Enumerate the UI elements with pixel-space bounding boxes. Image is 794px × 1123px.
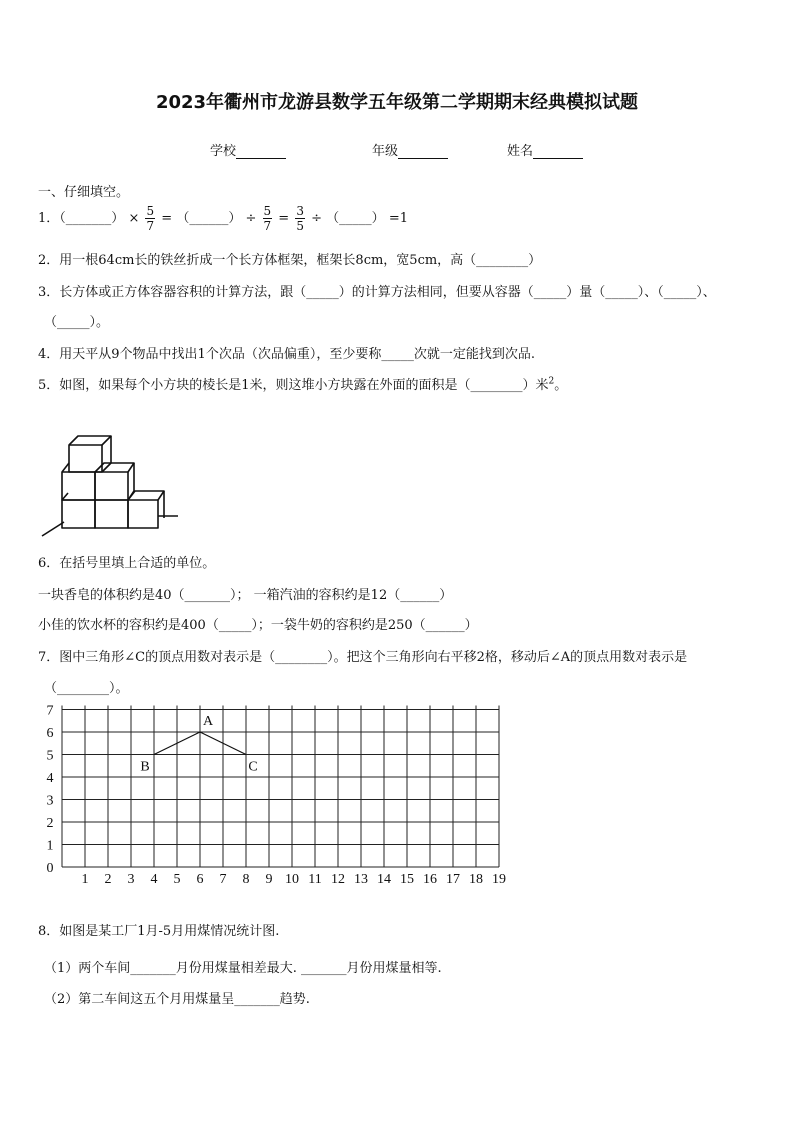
cube-front-r1c3 [128, 500, 158, 528]
x-tick-label: 19 [492, 872, 506, 887]
cube-front-r2c1 [62, 472, 95, 500]
section-heading: 一、仔细填空。 [38, 185, 130, 200]
question-7-line-1: 7．图中三角形∠C的顶点用数对表示是（________）。把这个三角形向右平移2格，移动后∠A的顶点用数对表示是 [38, 650, 688, 665]
question-6: 6．在括号里填上合适的单位。 [38, 556, 216, 571]
question-7-line-2: （________）。 [44, 681, 129, 696]
vertex-label-b: B [140, 759, 150, 775]
x-tick-label: 1 [81, 872, 89, 887]
question-8-part-1: （1）两个车间_______月份用煤量相差最大. _______月份用煤量相等. [44, 961, 442, 976]
x-tick-label: 3 [127, 872, 135, 887]
x-tick-label: 13 [354, 872, 368, 887]
vertex-label-c: C [248, 759, 258, 775]
question-4: 4．用天平从9个物品中找出1个次品（次品偏重），至少要称_____次就一定能找到次品. [38, 347, 535, 362]
top-face-r3 [69, 436, 111, 445]
q1-tail: =1 [388, 211, 408, 226]
fraction-5-7-a: $\frac{5}{7}$ [146, 204, 155, 233]
x-tick-label: 4 [150, 872, 158, 887]
y-tick-label: 2 [46, 816, 54, 831]
times-sign: × [128, 211, 140, 226]
equals-sign: = [161, 211, 173, 226]
q1-blank-1[interactable]: （_______） [59, 211, 125, 226]
divide-sign: ÷ [245, 211, 257, 226]
y-tick-label: 5 [46, 748, 54, 764]
question-2: 2．用一根64cm长的铁丝折成一个长方体框架，框架长8cm，宽5cm，高（________） [38, 253, 542, 268]
y-tick-label: 3 [46, 793, 54, 809]
question-3-line-2: （_____）。 [44, 315, 110, 330]
school-field [210, 140, 286, 159]
name-field [507, 140, 583, 159]
name-blank[interactable] [533, 144, 583, 159]
page-title: 2023年衢州市龙游县数学五年级第二学期期末经典模拟试题 [155, 92, 639, 113]
x-tick-label: 5 [173, 872, 181, 887]
q5-superscript: 2 [548, 376, 555, 387]
y-tick-label: 7 [46, 703, 54, 719]
x-tick-label: 8 [242, 872, 250, 887]
edge-r2-left [62, 463, 69, 472]
q1-number: 1． [38, 211, 60, 226]
x-tick-label: 15 [400, 872, 414, 887]
coordinate-grid [38, 700, 508, 895]
x-tick-label: 9 [265, 872, 273, 887]
cube-front-r1c2 [95, 500, 128, 528]
fraction-5-7-b: $\frac{5}{7}$ [263, 204, 272, 233]
divide-sign: ÷ [311, 211, 323, 226]
question-1 [38, 204, 408, 233]
name-label: 姓名 [507, 144, 534, 159]
grade-label: 年级 [372, 144, 399, 159]
grade-blank[interactable] [398, 144, 448, 159]
q1-blank-2[interactable]: （______） [176, 211, 242, 226]
school-label: 学校 [210, 144, 237, 159]
x-tick-label: 7 [219, 872, 227, 887]
x-tick-label: 11 [308, 872, 322, 887]
question-5 [38, 374, 567, 393]
y-tick-label: 1 [46, 838, 54, 854]
cube-stack-figure [38, 405, 183, 540]
x-tick-label: 18 [469, 872, 483, 887]
y-tick-label: 4 [46, 771, 54, 786]
x-tick-label: 12 [331, 872, 345, 887]
question-3-line-1: 3．长方体或正方体容器容积的计算方法，跟（_____）的计算方法相同，但要从容器（_____）量（_____）、（_____）、 [38, 285, 716, 300]
cube-front-r1c1 [62, 500, 95, 528]
x-tick-label: 16 [423, 872, 437, 887]
edge-r1-left [62, 493, 68, 500]
top-face-r1 [128, 491, 164, 500]
fraction-3-5: $\frac{3}{5}$ [296, 204, 304, 233]
floor-left-edge [42, 522, 64, 536]
grade-field [372, 140, 448, 159]
cube-front-r2c2 [95, 472, 128, 500]
x-tick-label: 6 [196, 872, 204, 887]
question-6-line-2: 小佳的饮水杯的容积约是400（_____）；一袋牛奶的容积约是250（______） [38, 618, 478, 633]
x-tick-label: 10 [285, 872, 299, 887]
y-tick-label: 6 [46, 726, 54, 741]
q1-blank-3[interactable]: （_____） [326, 211, 385, 226]
question-6-line-1: 一块香皂的体积约是40（_______）； 一箱汽油的容积约是12（______） [38, 588, 453, 603]
x-tick-label: 14 [377, 872, 391, 887]
cube-front-r3c1 [69, 445, 102, 472]
x-tick-label: 17 [446, 872, 460, 887]
vertex-label-a: A [202, 714, 214, 729]
equals-sign: = [278, 211, 290, 226]
q5-text: 5．如图，如果每个小方块的棱长是1米，则这堆小方块露在外面的面积是（________）米 [38, 378, 549, 393]
question-8: 8．如图是某工厂1月-5月用煤情况统计图. [38, 924, 280, 939]
question-8-part-2: （2）第二车间这五个月用煤量呈_______趋势. [44, 992, 310, 1007]
top-face-r2 [95, 463, 134, 472]
school-blank[interactable] [236, 144, 286, 159]
q5-end: 。 [554, 378, 568, 393]
x-tick-label: 2 [104, 872, 112, 887]
y-tick-label: 0 [46, 861, 54, 876]
